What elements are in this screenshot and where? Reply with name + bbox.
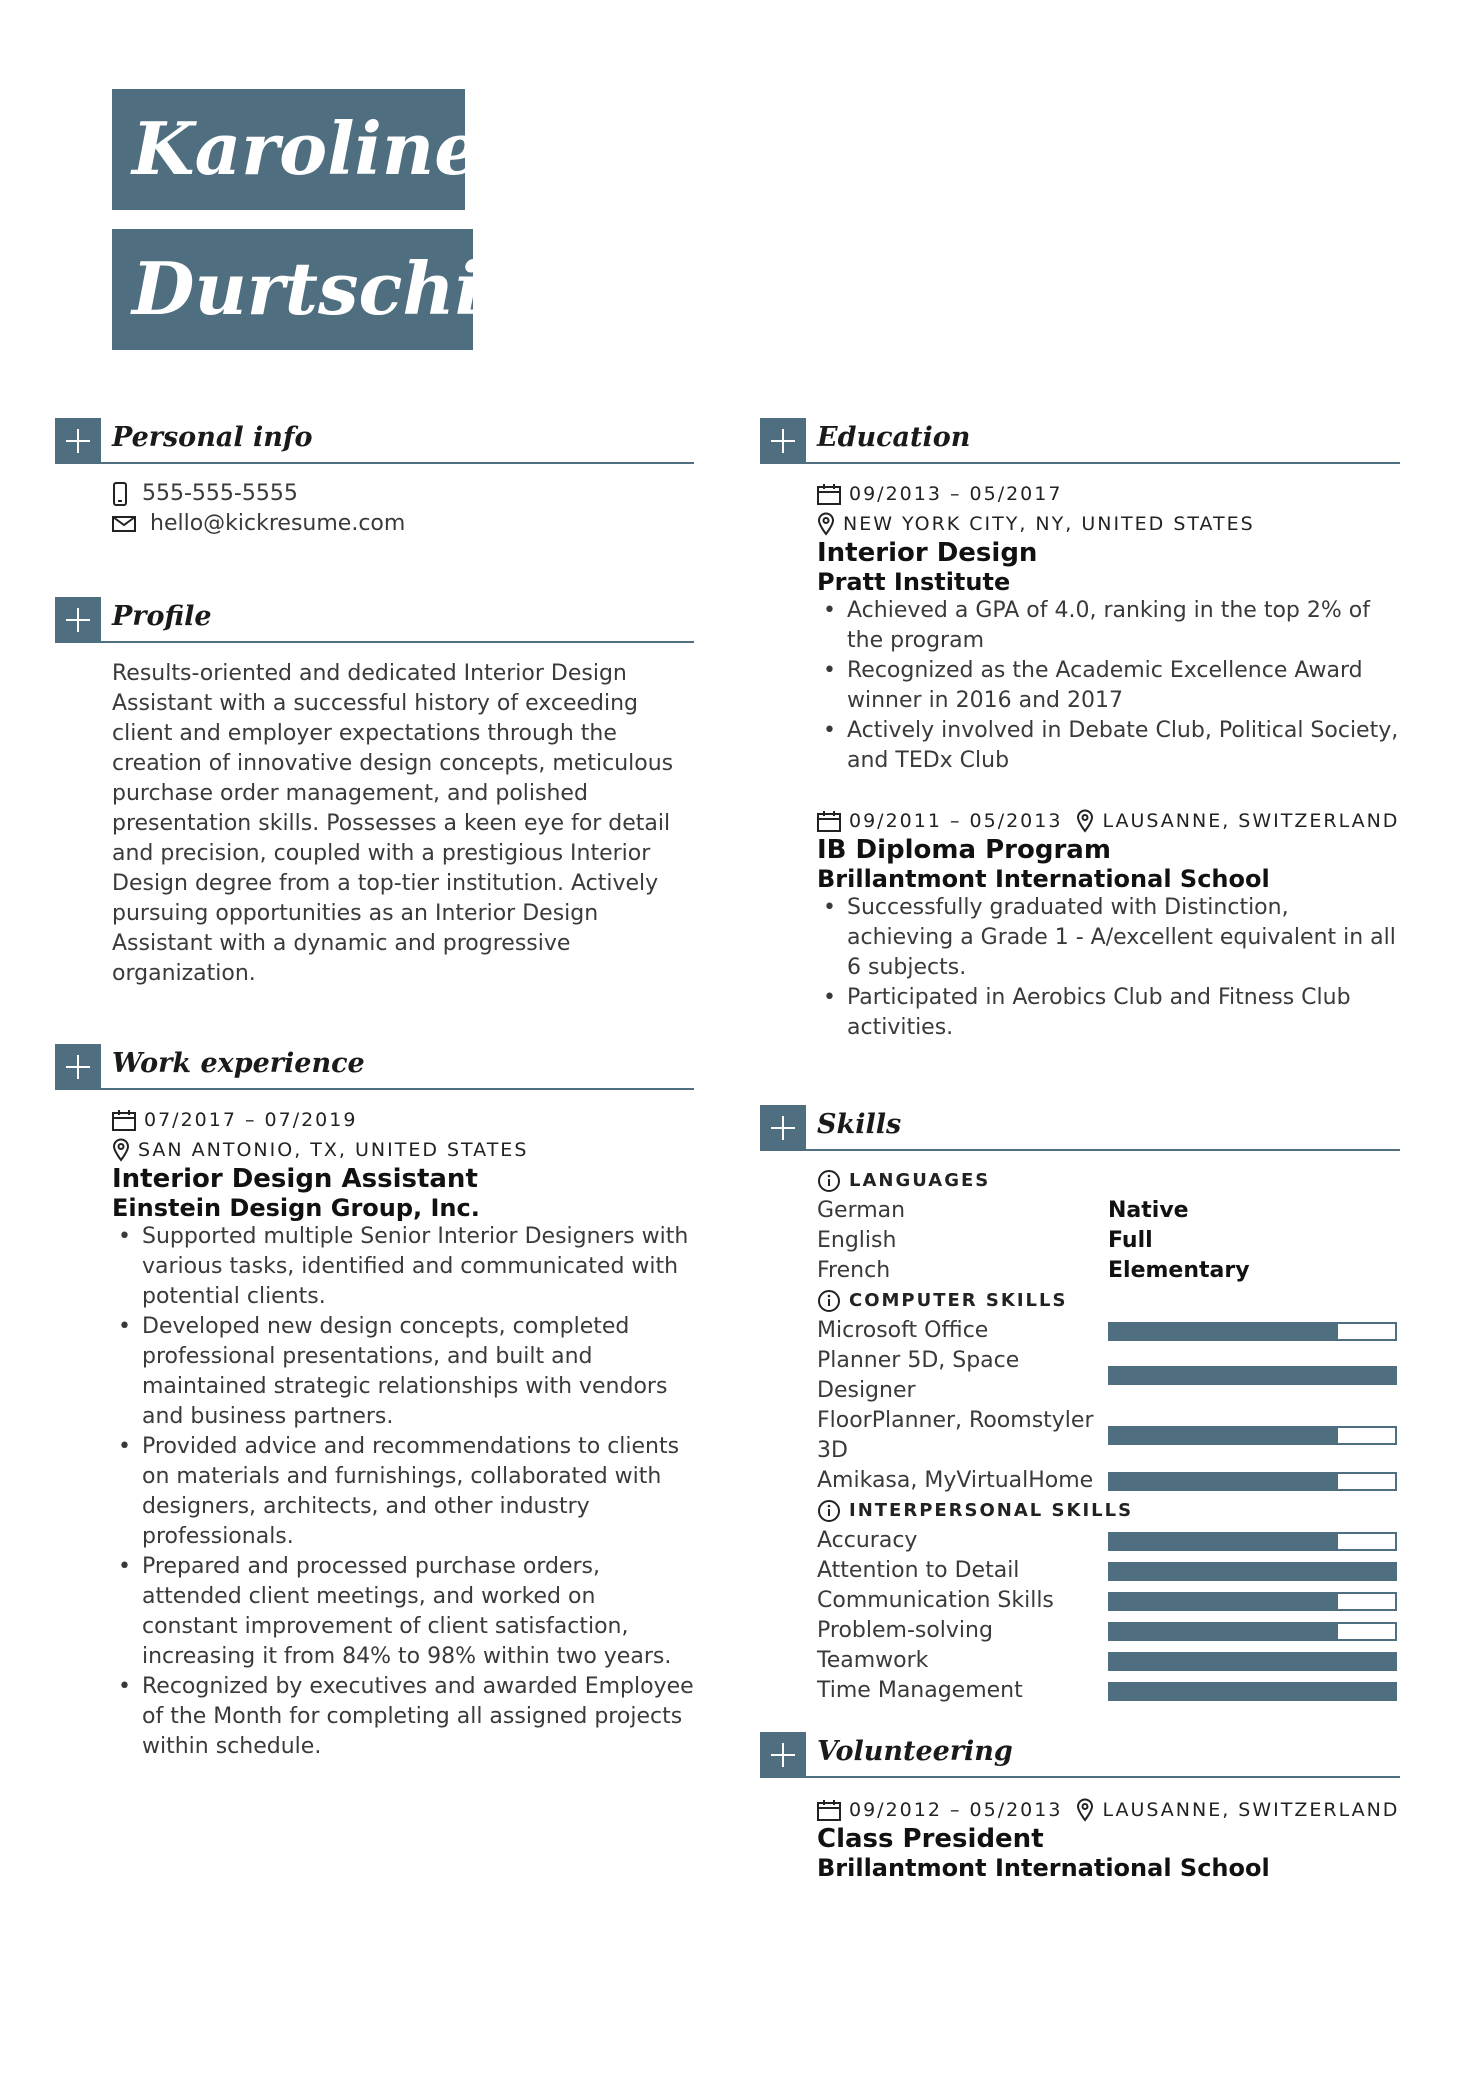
skill-bar-fill xyxy=(1110,1624,1338,1639)
skill-bar xyxy=(1108,1562,1397,1581)
volunteering-section xyxy=(760,1732,1400,1882)
plus-icon xyxy=(760,418,806,464)
phone-row xyxy=(112,479,694,509)
list-item: • Actively involved in Debate Club, Political Society, and TEDx Club xyxy=(817,716,1400,776)
skill-row xyxy=(817,1406,1400,1466)
phone-number: 555-555-5555 xyxy=(142,481,298,506)
personal-info-section xyxy=(55,418,694,539)
edu-date: 09/2013 – 05/2017 xyxy=(849,483,1063,505)
list-item: • Achieved a GPA of 4.0, ranking in the top 2% of the program xyxy=(817,596,1400,656)
skill-bar xyxy=(1108,1682,1397,1701)
skill-bar-fill xyxy=(1110,1564,1395,1579)
skill-bar xyxy=(1108,1532,1397,1551)
edu-bullets xyxy=(817,893,1400,1043)
volunteer-location: LAUSANNE, SWITZERLAND xyxy=(1102,1799,1400,1821)
info-icon xyxy=(817,1169,841,1193)
email-row xyxy=(112,509,694,539)
skill-name: FloorPlanner, Roomstyler 3D xyxy=(817,1408,1094,1463)
volunteer-org: Brillantmont International School xyxy=(817,1854,1270,1882)
profile-text: Results-oriented and dedicated Interior Design Assistant with a successful history of exceeding client and employer expectations through the creation of innovative design concepts, meticulous purchase order management, and polished presentation skills. Possesses a keen eye for detail and precision, coupled with a prestigious Interior Design degree from a top-tier institution. Actively pursuing opportunities as an Interior Design Assistant with a dynamic and progressive organization. xyxy=(112,661,674,986)
skill-name: French xyxy=(817,1258,891,1283)
section-title: Profile xyxy=(112,601,212,632)
edu-degree: Interior Design xyxy=(817,538,1038,568)
skills-section xyxy=(760,1105,1400,1706)
skill-bar xyxy=(1108,1366,1397,1385)
work-location: SAN ANTONIO, TX, UNITED STATES xyxy=(138,1139,529,1161)
work-org: Einstein Design Group, Inc. xyxy=(112,1194,480,1222)
work-bullets xyxy=(112,1222,694,1762)
skill-row xyxy=(817,1466,1400,1496)
skill-name: German xyxy=(817,1198,906,1223)
edu-degree: IB Diploma Program xyxy=(817,835,1111,865)
skill-name: Communication Skills xyxy=(817,1588,1054,1613)
interpersonal-heading: INTERPERSONAL SKILLS xyxy=(849,1500,1134,1521)
location-pin-icon xyxy=(112,1138,130,1162)
volunteer-date: 09/2012 – 05/2013 xyxy=(849,1799,1063,1821)
location-pin-icon xyxy=(817,512,835,536)
skill-row xyxy=(817,1316,1400,1346)
volunteer-date-location-row xyxy=(817,1795,1400,1825)
email-address: hello@kickresume.com xyxy=(150,511,406,536)
info-icon xyxy=(817,1499,841,1523)
skill-name: English xyxy=(817,1228,897,1253)
languages-heading: LANGUAGES xyxy=(849,1170,991,1191)
volunteer-role: Class President xyxy=(817,1824,1044,1854)
skill-bar xyxy=(1108,1622,1397,1641)
section-title: Education xyxy=(817,422,971,453)
name-first: Karoline xyxy=(112,89,465,210)
plus-icon xyxy=(55,418,101,464)
skill-row xyxy=(817,1616,1400,1646)
calendar-icon xyxy=(817,1799,841,1821)
skill-bar-fill xyxy=(1110,1594,1338,1609)
skill-row xyxy=(817,1646,1400,1676)
computer-heading-row xyxy=(817,1286,1400,1316)
skill-name: Microsoft Office xyxy=(817,1318,989,1343)
skill-row xyxy=(817,1196,1400,1226)
list-item: • Recognized as the Academic Excellence Award winner in 2016 and 2017 xyxy=(817,656,1400,716)
section-title: Skills xyxy=(817,1109,902,1140)
edu-date-location-row xyxy=(817,806,1400,836)
edu-location-row xyxy=(817,509,1400,539)
location-pin-icon xyxy=(1076,1798,1094,1822)
interpersonal-heading-row xyxy=(817,1496,1400,1526)
skill-name: Attention to Detail xyxy=(817,1558,1020,1583)
edu-school: Pratt Institute xyxy=(817,568,1011,596)
edu-date: 09/2011 – 05/2013 xyxy=(849,810,1063,832)
list-item: • Participated in Aerobics Club and Fitness Club activities. xyxy=(817,983,1400,1043)
list-item: • Supported multiple Senior Interior Designers with various tasks, identified and communicated with potential clients. xyxy=(112,1222,694,1312)
info-icon xyxy=(817,1289,841,1313)
computer-heading: COMPUTER SKILLS xyxy=(849,1290,1068,1311)
section-title: Volunteering xyxy=(817,1736,1013,1767)
profile-section xyxy=(55,597,694,989)
edu-school: Brillantmont International School xyxy=(817,865,1270,893)
skill-row xyxy=(817,1226,1400,1256)
skill-bar-fill xyxy=(1110,1428,1338,1443)
list-item: • Recognized by executives and awarded Employee of the Month for completing all assigned projects within schedule. xyxy=(112,1672,694,1762)
work-location-row xyxy=(112,1135,694,1165)
work-date-row xyxy=(112,1105,694,1135)
skill-bar-fill xyxy=(1110,1684,1395,1699)
skill-level: Full xyxy=(1108,1228,1153,1253)
skill-bar-fill xyxy=(1110,1368,1395,1383)
education-section xyxy=(760,418,1400,1043)
list-item: • Successfully graduated with Distinction, achieving a Grade 1 - A/excellent equivalent in all 6 subjects. xyxy=(817,893,1400,983)
languages-heading-row xyxy=(817,1166,1400,1196)
list-item: • Prepared and processed purchase orders, attended client meetings, and worked on constant improvement of client satisfaction, increasing it from 84% to 98% within two years. xyxy=(112,1552,694,1672)
calendar-icon xyxy=(112,1109,136,1131)
location-pin-icon xyxy=(1076,809,1094,833)
phone-icon xyxy=(112,482,128,506)
skill-bar xyxy=(1108,1322,1397,1341)
list-item: • Developed new design concepts, completed professional presentations, and built and maintained strategic relationships with vendors and business partners. xyxy=(112,1312,694,1432)
skill-name: Problem-solving xyxy=(817,1618,993,1643)
calendar-icon xyxy=(817,483,841,505)
edu-bullets xyxy=(817,596,1400,776)
skill-row xyxy=(817,1556,1400,1586)
plus-icon xyxy=(760,1732,806,1778)
skill-name: Amikasa, MyVirtualHome xyxy=(817,1468,1094,1493)
skill-name: Accuracy xyxy=(817,1528,918,1553)
skill-level: Elementary xyxy=(1108,1258,1250,1283)
skill-bar-fill xyxy=(1110,1654,1395,1669)
skill-bar xyxy=(1108,1592,1397,1611)
email-icon xyxy=(112,515,136,533)
name-last: Durtschi xyxy=(112,229,473,350)
plus-icon xyxy=(55,1044,101,1090)
skill-bar xyxy=(1108,1472,1397,1491)
skill-level: Native xyxy=(1108,1198,1189,1223)
skill-bar-fill xyxy=(1110,1324,1338,1339)
skill-name: Planner 5D, Space Designer xyxy=(817,1348,1020,1403)
skill-row xyxy=(817,1526,1400,1556)
skill-name: Teamwork xyxy=(817,1648,929,1673)
edu-location: NEW YORK CITY, NY, UNITED STATES xyxy=(843,513,1255,535)
edu-date-row xyxy=(817,479,1400,509)
work-section xyxy=(55,1044,694,1762)
skill-row xyxy=(817,1256,1400,1286)
list-item: • Provided advice and recommendations to clients on materials and furnishings, collaborated with designers, architects, and other industry professionals. xyxy=(112,1432,694,1552)
edu-location: LAUSANNE, SWITZERLAND xyxy=(1102,810,1400,832)
skill-name: Time Management xyxy=(817,1678,1023,1703)
skill-row xyxy=(817,1346,1400,1406)
calendar-icon xyxy=(817,810,841,832)
skill-bar-fill xyxy=(1110,1474,1338,1489)
plus-icon xyxy=(55,597,101,643)
skill-bar xyxy=(1108,1426,1397,1445)
section-title: Work experience xyxy=(112,1048,365,1079)
work-role: Interior Design Assistant xyxy=(112,1164,478,1194)
plus-icon xyxy=(760,1105,806,1151)
section-title: Personal info xyxy=(112,422,313,453)
skill-row xyxy=(817,1676,1400,1706)
skill-bar-fill xyxy=(1110,1534,1338,1549)
work-date: 07/2017 – 07/2019 xyxy=(144,1109,358,1131)
skill-row xyxy=(817,1586,1400,1616)
skill-bar xyxy=(1108,1652,1397,1671)
